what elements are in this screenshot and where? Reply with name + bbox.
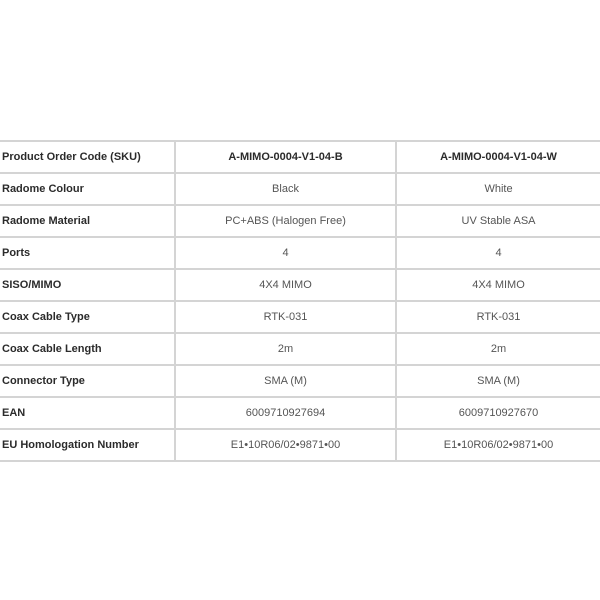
row-label: SISO/MIMO	[0, 269, 175, 301]
table-row	[0, 333, 600, 365]
row-label: EU Homologation Number	[0, 429, 175, 461]
table-row	[0, 237, 600, 269]
row-label: Radome Colour	[0, 173, 175, 205]
row-label: EAN	[0, 397, 175, 429]
row-value-white: 6009710927670	[396, 397, 600, 429]
table-row	[0, 301, 600, 333]
table-row	[0, 205, 600, 237]
row-value-black: SMA (M)	[175, 365, 396, 397]
row-value-white: 2m	[396, 333, 600, 365]
row-label: Ports	[0, 237, 175, 269]
row-value-white: 4	[396, 237, 600, 269]
table-row	[0, 429, 600, 461]
row-value-white: E1•10R06/02•9871•00	[396, 429, 600, 461]
row-value-black: 4	[175, 237, 396, 269]
table-row	[0, 397, 600, 429]
spec-table	[0, 140, 600, 462]
table-header-row	[0, 141, 600, 173]
row-value-black: RTK-031	[175, 301, 396, 333]
row-label: Radome Material	[0, 205, 175, 237]
row-value-black: 4X4 MIMO	[175, 269, 396, 301]
table-row	[0, 173, 600, 205]
row-label: Coax Cable Type	[0, 301, 175, 333]
row-value-white: UV Stable ASA	[396, 205, 600, 237]
header-label-sku: Product Order Code (SKU)	[0, 141, 175, 173]
row-value-white: White	[396, 173, 600, 205]
row-value-black: Black	[175, 173, 396, 205]
table-row	[0, 269, 600, 301]
row-value-black: 2m	[175, 333, 396, 365]
row-value-black: PC+ABS (Halogen Free)	[175, 205, 396, 237]
header-sku-white: A-MIMO-0004-V1-04-W	[396, 141, 600, 173]
row-label: Coax Cable Length	[0, 333, 175, 365]
row-value-white: RTK-031	[396, 301, 600, 333]
row-value-black: 6009710927694	[175, 397, 396, 429]
row-value-white: SMA (M)	[396, 365, 600, 397]
header-sku-black: A-MIMO-0004-V1-04-B	[175, 141, 396, 173]
row-label: Connector Type	[0, 365, 175, 397]
row-value-black: E1•10R06/02•9871•00	[175, 429, 396, 461]
row-value-white: 4X4 MIMO	[396, 269, 600, 301]
table-row	[0, 365, 600, 397]
